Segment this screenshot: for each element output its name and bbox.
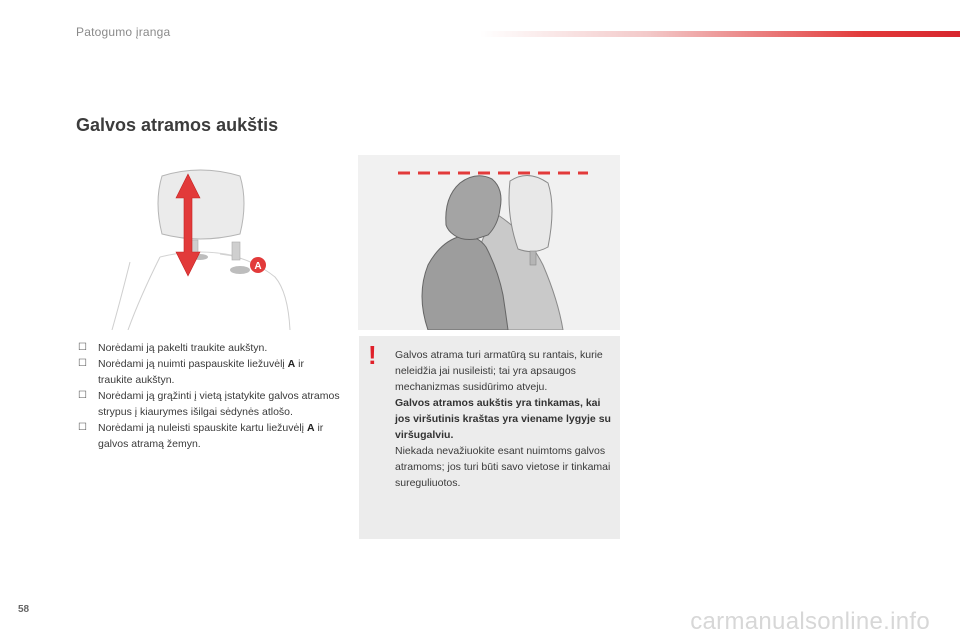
warning-note: [359, 336, 620, 539]
instruction-list: [78, 340, 340, 452]
step-text: Norėdami ją pakelti traukite aukštyn.: [98, 342, 268, 354]
checkbox-bullet-icon: ☐: [78, 358, 87, 369]
head-alignment-illustration: [358, 155, 620, 330]
page-number: 58: [18, 604, 30, 615]
step-text: ir traukite aukštyn.: [98, 358, 305, 386]
warning-icon: !: [368, 340, 377, 370]
watermark: carmanualsonline.info: [690, 608, 930, 635]
step-text: Norėdami ją grąžinti į vietą įstatykite galvos atramos strypus į kiaurymes išilgai sėdynės atlošo.: [98, 390, 340, 418]
warning-intro: Galvos atrama turi armatūrą su rantais, kurie neleidžia jai nusileisti; tai yra apsaugos mechanizmas susidūrimo atveju.: [395, 349, 603, 393]
tab-reference: A: [287, 358, 296, 370]
step-text: ir galvos atramą žemyn.: [98, 422, 324, 450]
marker-a-label: A: [254, 261, 262, 272]
tab-reference: A: [306, 422, 315, 434]
list-item: [78, 388, 340, 420]
headrest-adjust-illustration: [100, 162, 295, 330]
warning-emphasis: Galvos atramos aukštis yra tinkamas, kai jos viršutinis kraštas yra viename lygyje su viršugalviu.: [395, 397, 611, 441]
section-header: Patogumo įranga: [76, 25, 171, 39]
list-item: [78, 340, 340, 356]
checkbox-bullet-icon: ☐: [78, 422, 87, 433]
step-text: Norėdami ją nuimti paspauskite liežuvėlį: [98, 358, 288, 370]
step-text: Norėdami ją nuleisti spauskite kartu liežuvėlį: [98, 422, 307, 434]
checkbox-bullet-icon: ☐: [78, 390, 87, 401]
warning-text: [395, 347, 613, 491]
list-item: [78, 356, 340, 388]
header-accent-bar: [480, 31, 960, 37]
page-title: Galvos atramos aukštis: [76, 115, 279, 135]
warning-outro: Niekada nevažiuokite esant nuimtoms galvos atramoms; jos turi būti savo vietose ir tinkamai sureguliuotos.: [395, 445, 611, 489]
list-item: [78, 420, 340, 452]
checkbox-bullet-icon: ☐: [78, 342, 87, 353]
